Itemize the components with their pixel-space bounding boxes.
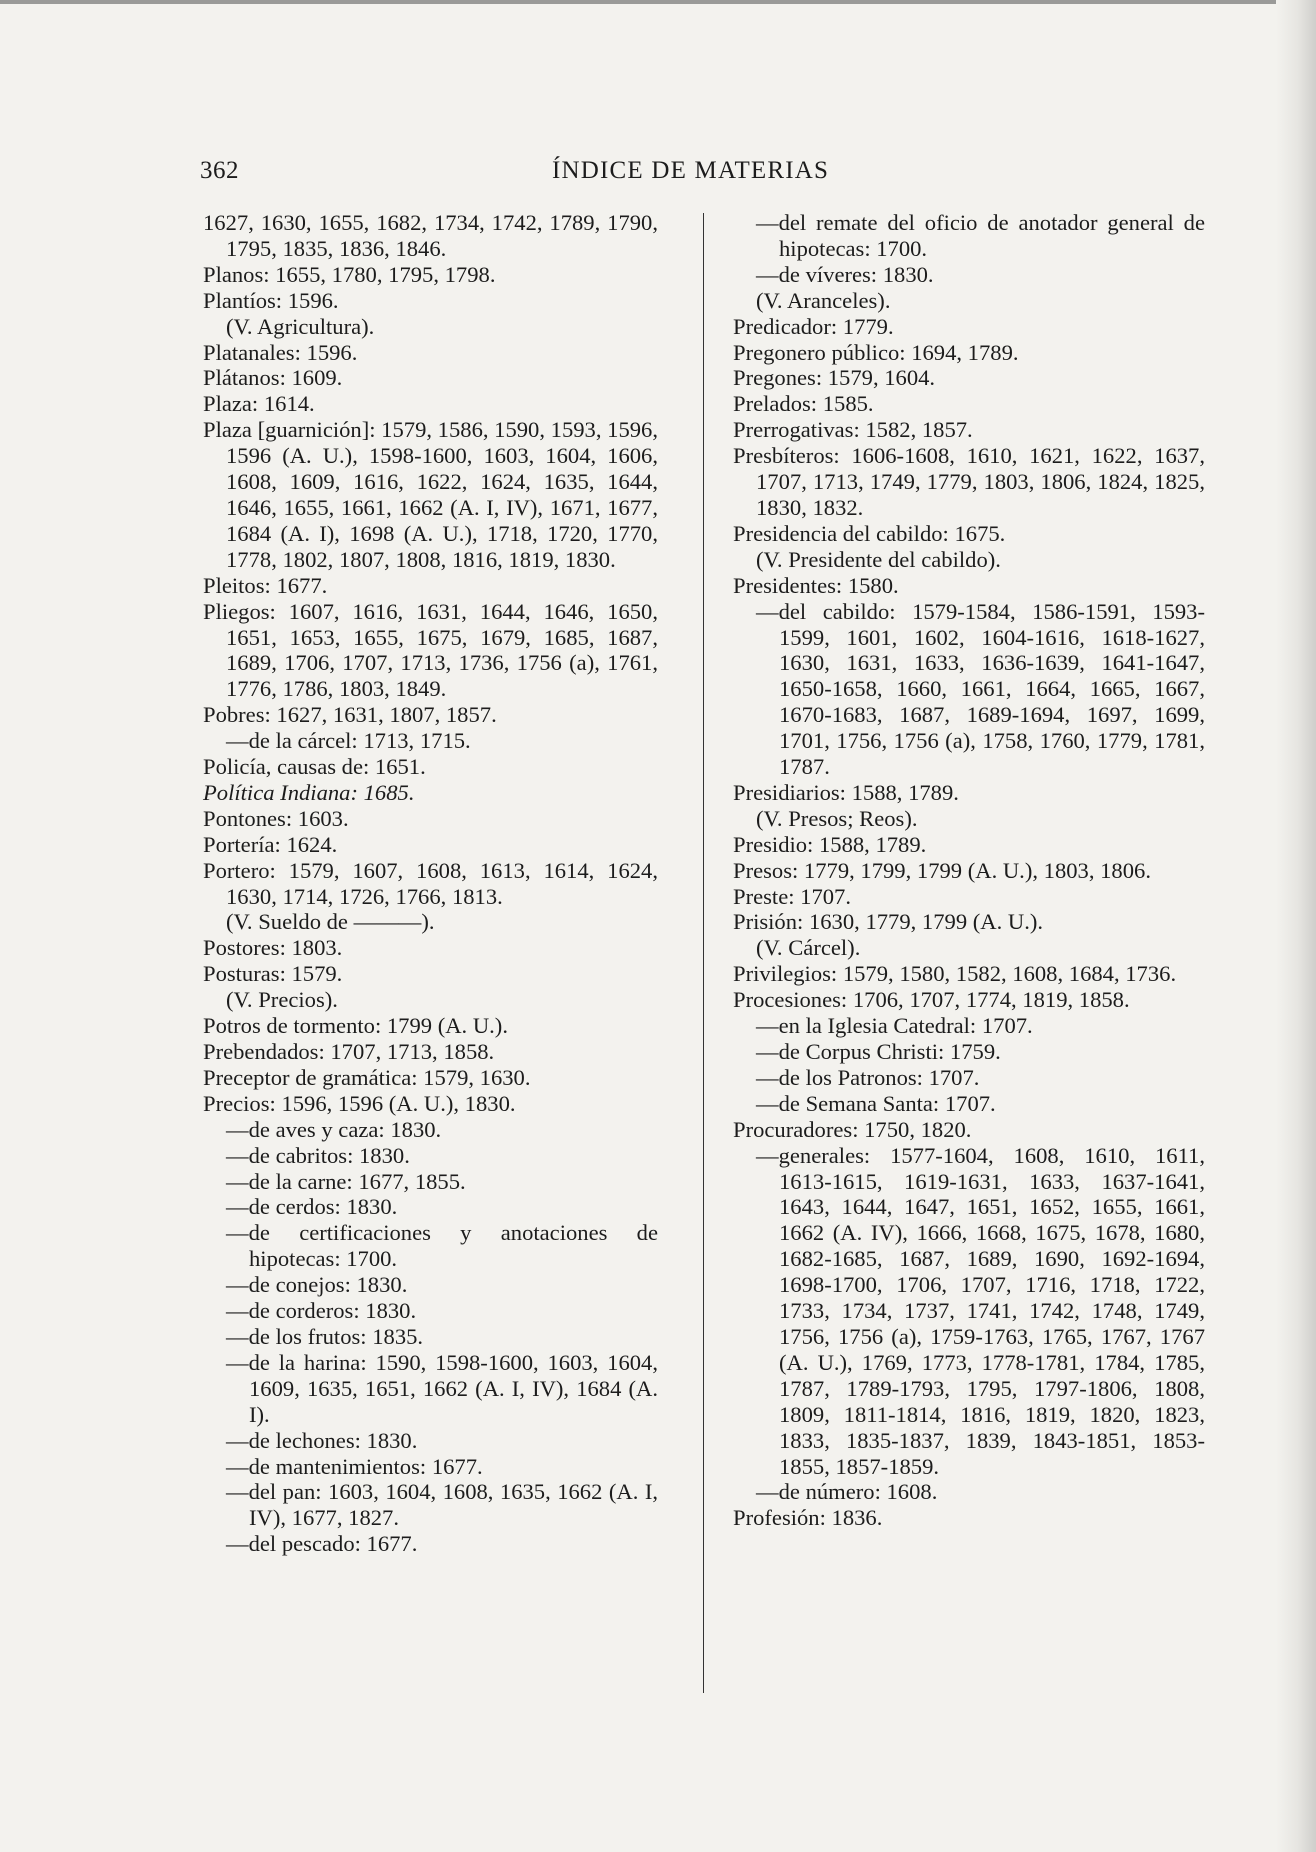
index-entry: Posturas: 1579.: [203, 961, 343, 987]
index-subentry: —de conejos: 1830.: [226, 1272, 408, 1298]
index-entry: Procesiones: 1706, 1707, 1774, 1819, 1858.: [733, 987, 1130, 1013]
index-entry: Presidiarios: 1588, 1789.: [733, 779, 959, 805]
index-subentry: —generales: 1577-1604, 1608, 1610, 1611, 1613-1615, 1619-1631, 1633, 1637-1641, 1643, 1644, 1647, 1651, 1652, 1655, 1661, 1662 (A. IV), 1666, 1668, 1675, 1678, 1680, 1682-1685, 1687, 1689, 1690, 1692-1694, 1698-1700, 1706, 1707, 1716, 1718, 1722, 1733, 1734, 1737, 1741, 1742, 1748, 1749, 1756, 1756 (a), 1759-1763, 1765, 1767, 1767 (A. U.), 1769, 1773, 1778-1781, 1784, 1785, 1787, 1789-1793, 1795, 1797-1806, 1808, 1809, 1811-1814, 1816, 1819, 1820, 1823, 1833, 1835-1837, 1839, 1843-1851, 1853-1855, 1857-1859.: [756, 1142, 1205, 1479]
index-subentry: —de la cárcel: 1713, 1715.: [226, 728, 471, 754]
index-subentry: —de víveres: 1830.: [756, 261, 934, 287]
index-entry: Portería: 1624.: [203, 831, 338, 857]
index-entry: Presidencia del cabildo: 1675.: [733, 520, 1006, 546]
index-entry: Potros de tormento: 1799 (A. U.).: [203, 1013, 508, 1039]
index-entry: Presidio: 1588, 1789.: [733, 831, 927, 857]
index-subentry: —de cerdos: 1830.: [226, 1194, 398, 1220]
index-entry: Pliegos: 1607, 1616, 1631, 1644, 1646, 1650, 1651, 1653, 1655, 1675, 1679, 1685, 1687, 1689, 1706, 1707, 1713, 1736, 1756 (a), 1761, 1776, 1786, 1803, 1849.: [203, 598, 658, 702]
column-divider: [703, 213, 704, 1693]
index-subentry: (V. Agricultura).: [226, 313, 375, 339]
index-entry: Prerrogativas: 1582, 1857.: [733, 417, 973, 443]
page-title: ÍNDICE DE MATERIAS: [552, 157, 830, 184]
index-subentry: (V. Aranceles).: [756, 287, 891, 313]
index-subentry: —de certificaciones y anotaciones de hipotecas: 1700.: [226, 1220, 658, 1272]
index-entry: Preceptor de gramática: 1579, 1630.: [203, 1064, 531, 1090]
index-entry: Pobres: 1627, 1631, 1807, 1857.: [203, 702, 497, 728]
index-entry: 1627, 1630, 1655, 1682, 1734, 1742, 1789, 1790, 1795, 1835, 1836, 1846.: [203, 210, 658, 261]
index-entry: Planos: 1655, 1780, 1795, 1798.: [203, 261, 496, 287]
right-index-column: [733, 210, 1205, 1531]
index-entry: Pontones: 1603.: [203, 805, 349, 831]
index-entry: Presos: 1779, 1799, 1799 (A. U.), 1803, 1806.: [733, 857, 1151, 883]
index-entry: Policía, causas de: 1651.: [203, 754, 426, 780]
index-entry: Plaza [guarnición]: 1579, 1586, 1590, 1593, 1596, 1596 (A. U.), 1598-1600, 1603, 1604, 1606, 1608, 1609, 1616, 1622, 1624, 1635, 1644, 1646, 1655, 1661, 1662 (A. I, IV), 1671, 1677, 1684 (A. I), 1698 (A. U.), 1718, 1720, 1770, 1778, 1802, 1807, 1808, 1816, 1819, 1830.: [203, 417, 658, 572]
index-entry: Plátanos: 1609.: [203, 365, 343, 391]
index-entry: Presbíteros: 1606-1608, 1610, 1621, 1622, 1637, 1707, 1713, 1749, 1779, 1803, 1806, 1824, 1825, 1830, 1832.: [733, 443, 1205, 520]
index-subentry: —del pescado: 1677.: [226, 1531, 418, 1557]
index-subentry: —del remate del oficio de anotador general de hipotecas: 1700.: [756, 210, 1205, 261]
index-subentry: —de número: 1608.: [756, 1479, 938, 1505]
index-subentry: —de Semana Santa: 1707.: [756, 1090, 996, 1116]
left-index-column: [203, 210, 658, 1557]
index-entry: Plaza: 1614.: [203, 391, 315, 417]
index-entry: Precios: 1596, 1596 (A. U.), 1830.: [203, 1090, 516, 1116]
index-entry: Procuradores: 1750, 1820.: [733, 1116, 972, 1142]
page-number: 362: [200, 157, 239, 184]
index-entry: Pregones: 1579, 1604.: [733, 365, 936, 391]
index-subentry: —en la Iglesia Catedral: 1707.: [756, 1013, 1033, 1039]
index-subentry: —de Corpus Christi: 1759.: [756, 1039, 1001, 1064]
index-entry: Plantíos: 1596.: [203, 287, 339, 313]
index-entry: Profesión: 1836.: [733, 1505, 883, 1531]
index-entry: Platanales: 1596.: [203, 339, 358, 365]
index-entry: Prisión: 1630, 1779, 1799 (A. U.).: [733, 909, 1044, 935]
index-subentry: —del pan: 1603, 1604, 1608, 1635, 1662 (A. I, IV), 1677, 1827.: [226, 1479, 658, 1531]
index-entry: Pregonero público: 1694, 1789.: [733, 339, 1019, 365]
index-entry: Portero: 1579, 1607, 1608, 1613, 1614, 1624, 1630, 1714, 1726, 1766, 1813.: [203, 857, 658, 909]
index-entry: Pleitos: 1677.: [203, 572, 328, 598]
index-subentry: —de aves y caza: 1830.: [226, 1116, 442, 1142]
index-subentry: —de los frutos: 1835.: [226, 1323, 424, 1349]
index-entry: Política Indiana: 1685.: [203, 779, 415, 805]
index-entry: Preste: 1707.: [733, 883, 851, 909]
index-subentry: (V. Sueldo de ———).: [226, 909, 435, 935]
index-subentry: —de corderos: 1830.: [226, 1298, 417, 1324]
index-subentry: —de la carne: 1677, 1855.: [226, 1168, 466, 1194]
page-top-edge: [0, 0, 1316, 4]
index-entry: Predicador: 1779.: [733, 313, 894, 339]
index-entry: Postores: 1803.: [203, 935, 343, 961]
index-entry: Privilegios: 1579, 1580, 1582, 1608, 1684, 1736.: [733, 961, 1177, 987]
index-subentry: (V. Presidente del cabildo).: [756, 546, 1001, 572]
index-entry: Prebendados: 1707, 1713, 1858.: [203, 1039, 495, 1064]
index-subentry: —de los Patronos: 1707.: [756, 1064, 980, 1090]
page-right-edge: [1276, 0, 1316, 1852]
index-subentry: —de lechones: 1830.: [226, 1427, 418, 1453]
index-subentry: (V. Presos; Reos).: [756, 805, 918, 831]
index-subentry: —de mantenimientos: 1677.: [226, 1453, 483, 1479]
index-entry: Presidentes: 1580.: [733, 572, 899, 598]
index-subentry: (V. Cárcel).: [756, 935, 861, 961]
index-subentry: —del cabildo: 1579-1584, 1586-1591, 1593-1599, 1601, 1602, 1604-1616, 1618-1627, 1630, 1631, 1633, 1636-1639, 1641-1647, 1650-1658, 1660, 1661, 1664, 1665, 1667, 1670-1683, 1687, 1689-1694, 1697, 1699, 1701, 1756, 1756 (a), 1758, 1760, 1779, 1781, 1787.: [756, 598, 1205, 780]
index-subentry: (V. Precios).: [226, 987, 338, 1013]
index-subentry: —de cabritos: 1830.: [226, 1142, 410, 1168]
index-subentry: —de la harina: 1590, 1598-1600, 1603, 1604, 1609, 1635, 1651, 1662 (A. I, IV), 1684 (A. I).: [226, 1349, 658, 1427]
index-entry: Prelados: 1585.: [733, 391, 874, 417]
